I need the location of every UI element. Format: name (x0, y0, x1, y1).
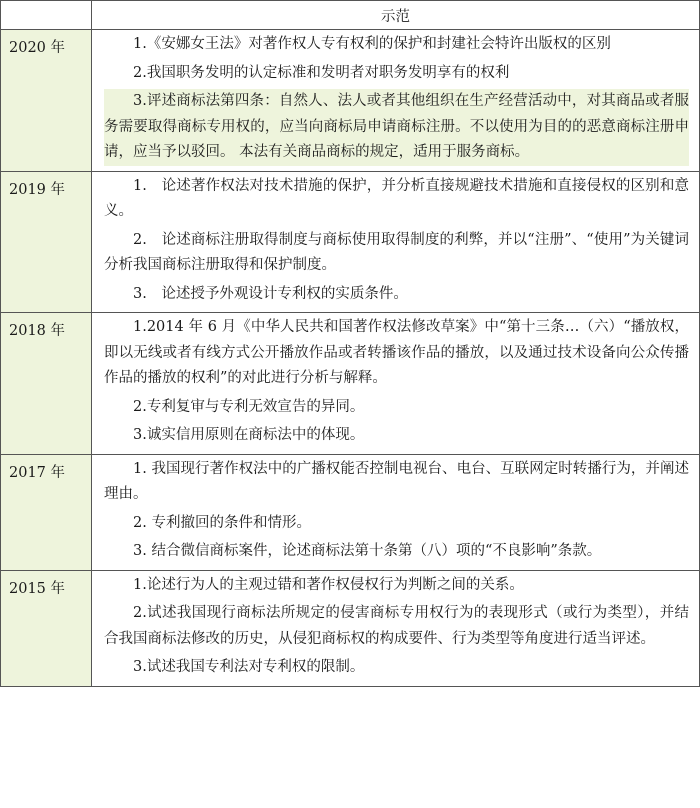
header-row (1, 1, 700, 30)
year-cell: 2018 年 (1, 313, 92, 455)
topic-item: 1.2014 年 6 月《中华人民共和国著作权法修改草案》中“第十三条…（六）“播放权，即以无线或者有线方式公开播放作品或者转播该作品的播放，以及通过技术设备向公众传播作品的播放的权利”的对此进行分析与解释。 (104, 319, 689, 386)
year-row (1, 30, 700, 172)
year-row (1, 313, 700, 455)
topics-cell (92, 171, 700, 313)
year-row (1, 570, 700, 686)
topic-item: 2. 专利撤回的条件和情形。 (133, 514, 311, 531)
topic-item: 3.诚实信用原则在商标法中的体现。 (133, 427, 365, 443)
year-cell: 2020 年 (1, 30, 92, 172)
topic-item: 3.评述商标法第四条：自然人、法人或者其他组织在生产经营活动中，对其商品或者服务需要取得商标专用权的，应当向商标局申请商标注册。不以使用为目的的恶意商标注册申请，应当予以驳回。 本法有关商品商标的规定，适用于服务商标。 (104, 89, 689, 166)
year-cell: 2019 年 (1, 171, 92, 313)
year-cell: 2017 年 (1, 454, 92, 570)
topic-item: 1. 我国现行著作权法中的广播权能否控制电视台、电台、互联网定时转播行为，并阐述理由。 (104, 460, 689, 502)
topic-item: 2.我国职务发明的认定标准和发明者对职务发明享有的权利 (133, 64, 510, 81)
topics-cell (92, 30, 700, 172)
year-row (1, 171, 700, 313)
topic-item: 1. 论述著作权法对技术措施的保护，并分析直接规避技术措施和直接侵权的区别和意义。 (104, 177, 689, 219)
topic-item: 2.试述我国现行商标法所规定的侵害商标专用权行为的表现形式（或行为类型），并结合我国商标法修改的历史，从侵犯商标权的构成要件、行为类型等角度进行适当评述。 (104, 605, 689, 647)
table-body (1, 1, 700, 687)
topic-item: 2. 论述商标注册取得制度与商标使用取得制度的利弊，并以“注册”、“使用”为关键词分析我国商标注册取得和保护制度。 (104, 231, 689, 273)
topics-cell (92, 313, 700, 455)
topic-item: 3. 结合微信商标案件，论述商标法第十条第（八）项的“不良影响”条款。 (133, 543, 602, 559)
year-cell: 2015 年 (1, 570, 92, 686)
topics-cell (92, 570, 700, 686)
topic-item: 1.《安娜女王法》对著作权人专有权利的保护和封建社会特许出版权的区别 (133, 36, 611, 52)
topics-cell (92, 454, 700, 570)
header-year-cell (1, 1, 92, 30)
year-row (1, 454, 700, 570)
topic-item: 3. 论述授予外观设计专利权的实质条件。 (133, 285, 408, 302)
topic-item: 2.专利复审与专利无效宣告的异同。 (133, 398, 365, 415)
topic-item: 3.试述我国专利法对专利权的限制。 (133, 659, 365, 675)
header-content-cell: 示范 (92, 1, 700, 30)
topic-item: 1.论述行为人的主观过错和著作权侵权行为判断之间的关系。 (133, 576, 524, 593)
